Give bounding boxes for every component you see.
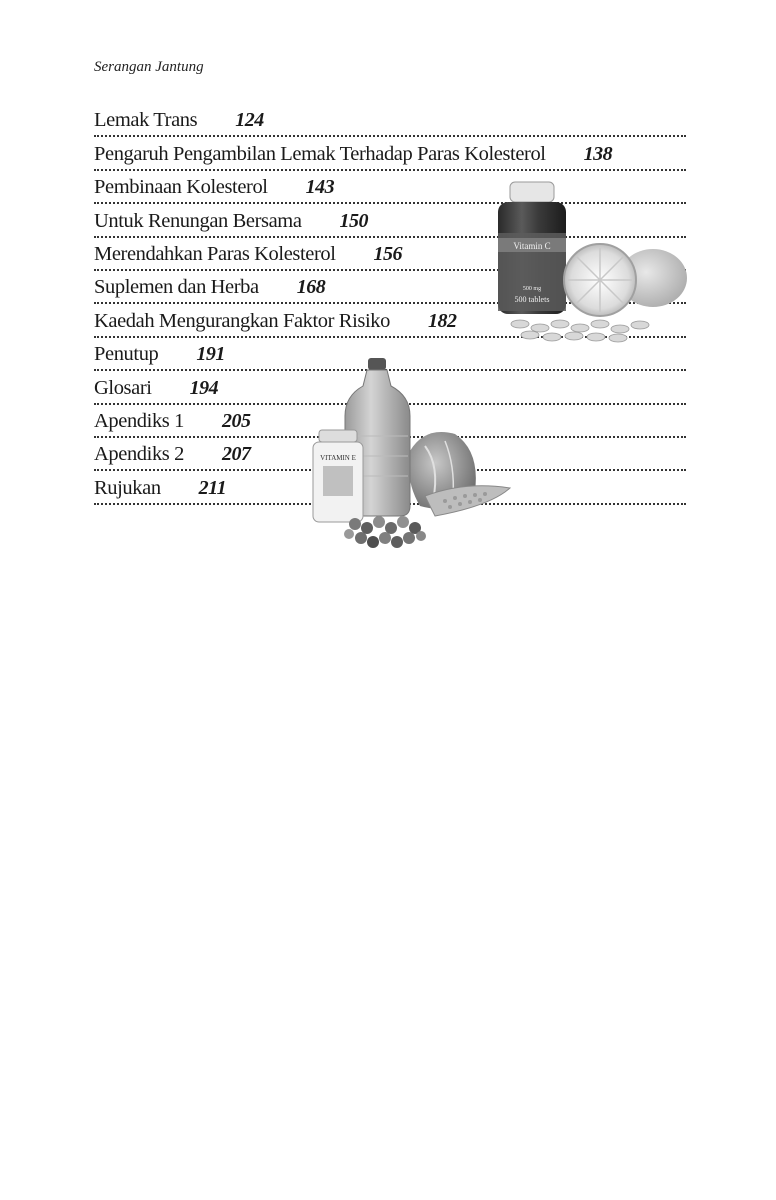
- toc-entry-title: Merendahkan Paras Kolesterol: [94, 242, 336, 265]
- toc-entry-title: Kaedah Mengurangkan Faktor Risiko: [94, 309, 390, 332]
- bottle-dose: 500 mg: [522, 286, 542, 292]
- bottle-label: Vitamin C: [513, 241, 551, 251]
- toc-entry-title: Pembinaan Kolesterol: [94, 176, 268, 199]
- healthy-food-image: [305, 356, 515, 556]
- running-header: Serangan Jantung: [94, 59, 204, 75]
- toc-entry-page: 211: [198, 476, 227, 499]
- toc-entry-page: 138: [583, 142, 613, 165]
- toc-entry-title: Apendiks 1: [94, 409, 184, 432]
- toc-entry-page: 156: [373, 242, 403, 265]
- toc-entry-title: Penutup: [94, 343, 159, 366]
- toc-entry-title: Glosari: [94, 376, 152, 399]
- toc-entry-page: 207: [221, 443, 251, 466]
- bottle-cap: [510, 182, 554, 202]
- vitamin-e-cap: [319, 430, 357, 442]
- toc-entry-page: 194: [189, 376, 219, 399]
- toc-entry-page: 150: [339, 209, 369, 232]
- toc-entry-title: Untuk Renungan Bersama: [94, 209, 302, 232]
- toc-entry: [94, 104, 686, 137]
- toc-entry: [94, 137, 686, 170]
- toc-entry-title: Apendiks 2: [94, 443, 184, 466]
- vitamin-c-image: [490, 178, 690, 343]
- toc-entry-page: 124: [235, 109, 264, 132]
- nuts: [344, 516, 426, 548]
- bottle-count: 500 tablets: [514, 295, 550, 304]
- vitamin-e-label: VITAMIN E: [320, 454, 356, 462]
- vitamin-c-illustration: [490, 178, 690, 343]
- tablets: [511, 320, 649, 342]
- toc-entry-page: 205: [221, 409, 251, 432]
- toc-entry-title: Pengaruh Pengambilan Lemak Terhadap Paras Kolesterol: [94, 142, 546, 165]
- oil-bottle-cap: [368, 358, 386, 370]
- toc-entry-title: Lemak Trans: [94, 109, 198, 132]
- toc-entry-title: Rujukan: [94, 476, 161, 499]
- toc-entry-page: 191: [196, 343, 225, 366]
- toc-entry-page: 143: [305, 176, 335, 199]
- toc-entry-page: 182: [427, 309, 457, 332]
- toc-entry-page: 168: [296, 276, 326, 299]
- healthy-food-illustration: [305, 356, 515, 556]
- toc-entry-title: Suplemen dan Herba: [94, 276, 259, 299]
